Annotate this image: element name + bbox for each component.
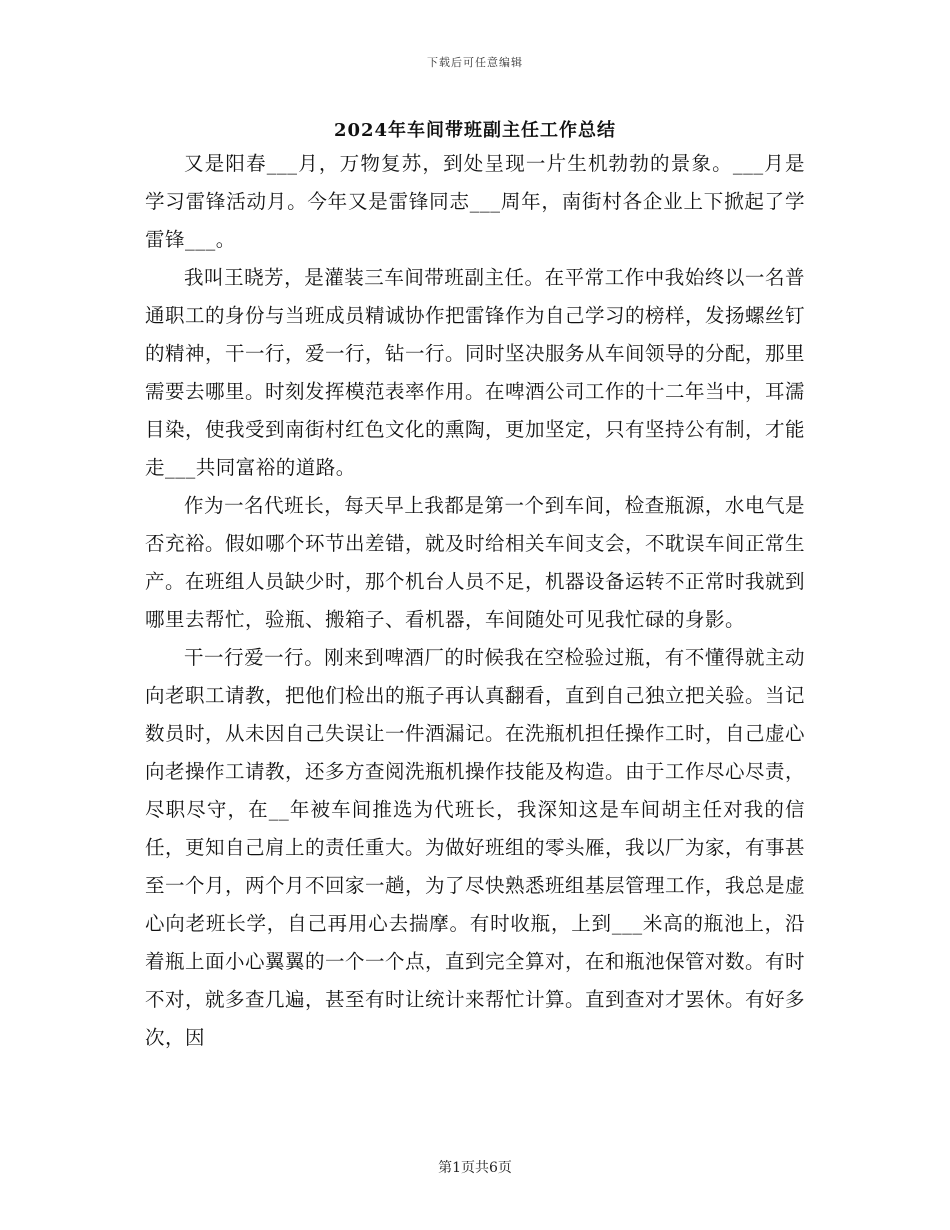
paragraph-2: 我叫王晓芳，是灌装三车间带班副主任。在平常工作中我始终以一名普通职工的身份与当班成员精诚协作把雷锋作为自己学习的榜样，发扬螺丝钉的精神，干一行，爱一行，钻一行。同时坚决服务从车间领导的分配，那里需要去哪里。时刻发挥模范表率作用。在啤酒公司工作的十二年当中，耳濡目染，使我受到南街村红色文化的熏陶，更加坚定，只有坚持公有制，才能走___共同富裕的道路。 bbox=[145, 266, 806, 479]
document-title: 2024年车间带班副主任工作总结 bbox=[333, 120, 617, 141]
header-note: 下载后可任意编辑 bbox=[427, 56, 523, 69]
page-footer: 第1页共6页 bbox=[438, 1160, 512, 1176]
paragraph-3: 作为一名代班长，每天早上我都是第一个到车间，检查瓶源，水电气是否充裕。假如哪个环节出差错，就及时给相关车间支会，不耽误车间正常生产。在班组人员缺少时，那个机台人员不足，机器设备运转不正常时我就到哪里去帮忙，验瓶、搬箱子、看机器，车间随处可见我忙碌的身影。 bbox=[145, 494, 806, 631]
document-body bbox=[145, 145, 805, 1057]
paragraph-4: 干一行爱一行。刚来到啤酒厂的时候我在空检验过瓶，有不懂得就主动向老职工请教，把他们检出的瓶子再认真翻看，直到自己独立把关验。当记数员时，从未因自己失误让一件酒漏记。在洗瓶机担任操作工时，自己虚心向老操作工请教，还多方查阅洗瓶机操作技能及构造。由于工作尽心尽责，尽职尽守，在__年被车间推选为代班长，我深知这是车间胡主任对我的信任，更知自己肩上的责任重大。为做好班组的零头雁，我以厂为家，有事甚至一个月，两个月不回家一趟，为了尽快熟悉班组基层管理工作，我总是虚心向老班长学，自己再用心去揣摩。有时收瓶，上到___米高的瓶池上，沿着瓶上面小心翼翼的一个一个点，直到完全算对，在和瓶池保管对数。有时不对，就多查几遍，甚至有时让统计来帮忙计算。直到查对才罢休。有好多次，因 bbox=[145, 646, 806, 1049]
paragraph-1: 又是阳春___月，万物复苏，到处呈现一片生机勃勃的景象。___月是学习雷锋活动月。今年又是雷锋同志___周年，南街村各企业上下掀起了学雷锋___。 bbox=[145, 152, 805, 251]
